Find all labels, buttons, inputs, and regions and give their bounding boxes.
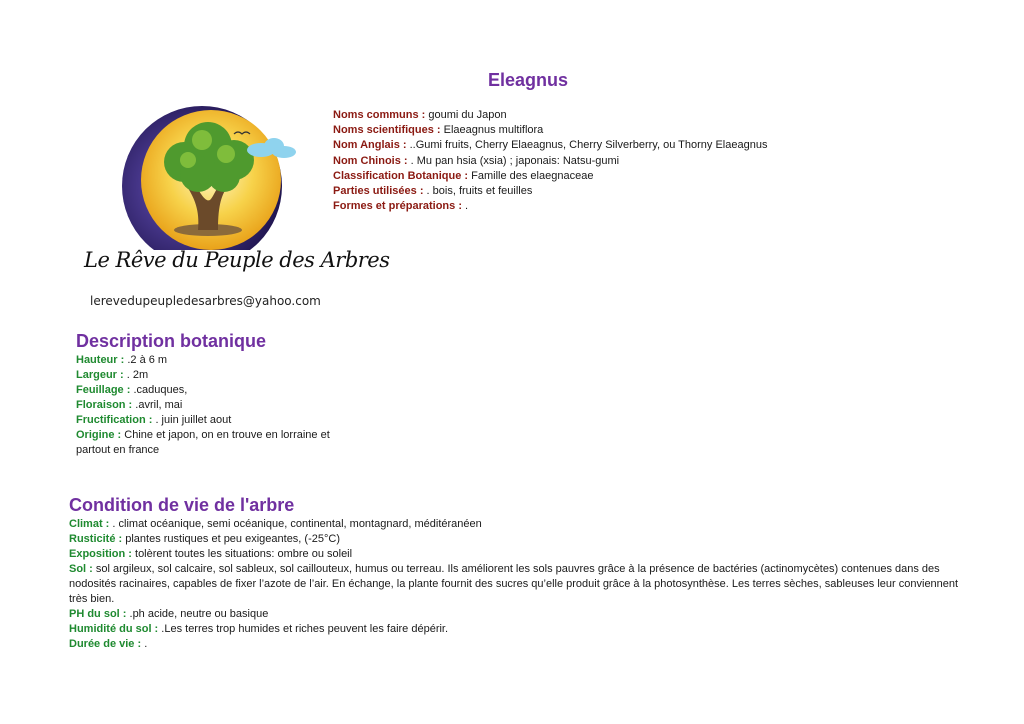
climate-label: Climat : bbox=[69, 518, 110, 530]
preparations-label: Formes et préparations : bbox=[333, 200, 462, 213]
conditions-block bbox=[69, 517, 959, 652]
names-row bbox=[333, 199, 853, 214]
logo-email: lerevedupeupledesarbres@yahoo.com bbox=[90, 294, 321, 308]
conditions-row bbox=[69, 637, 959, 652]
soil-humidity-label: Humidité du sol : bbox=[69, 623, 159, 635]
page-title: Eleagnus bbox=[488, 70, 569, 90]
parts-used-label: Parties utilisées : bbox=[333, 185, 424, 198]
origin-value: Chine et japon, on en trouve en lorraine et partout en france bbox=[76, 429, 330, 456]
conditions-row bbox=[69, 532, 959, 547]
classification-label: Classification Botanique : bbox=[333, 169, 469, 182]
conditions-row bbox=[69, 547, 959, 562]
climate-value: . climat océanique, semi océanique, continental, montagnard, méditéranéen bbox=[109, 518, 482, 530]
common-names-value: goumi du Japon bbox=[425, 109, 507, 121]
origin-label: Origine : bbox=[76, 429, 122, 441]
hardiness-label: Rusticité : bbox=[69, 533, 123, 545]
names-row bbox=[333, 169, 853, 184]
foliage-value: .caduques, bbox=[130, 384, 188, 396]
soil-ph-value: .ph acide, neutre ou basique bbox=[126, 608, 269, 620]
description-row bbox=[76, 383, 336, 398]
exposure-label: Exposition : bbox=[69, 548, 132, 560]
chinese-name-label: Nom Chinois : bbox=[333, 154, 408, 167]
parts-used-value: . bois, fruits et feuilles bbox=[423, 185, 533, 198]
description-row bbox=[76, 353, 336, 368]
hardiness-value: plantes rustiques et peu exigeantes, (-25°C) bbox=[122, 533, 340, 545]
names-row bbox=[333, 184, 853, 199]
classification-value: Famille des elaegnaceae bbox=[468, 169, 594, 182]
conditions-row bbox=[69, 607, 959, 622]
chinese-name-value: . Mu pan hsia (xsia) ; japonais: Natsu-gumi bbox=[407, 154, 620, 167]
height-label: Hauteur : bbox=[76, 354, 125, 366]
names-block bbox=[333, 108, 853, 214]
names-row bbox=[333, 138, 853, 153]
description-row bbox=[76, 413, 336, 428]
conditions-row bbox=[69, 562, 959, 607]
conditions-heading: Condition de vie de l'arbre bbox=[69, 495, 295, 515]
conditions-row bbox=[69, 517, 959, 532]
exposure-value: tolèrent toutes les situations: ombre ou soleil bbox=[131, 548, 353, 560]
fruiting-label: Fructification : bbox=[76, 414, 153, 426]
width-label: Largeur : bbox=[76, 369, 124, 381]
soil-humidity-value: .Les terres trop humides et riches peuvent les faire dépérir. bbox=[158, 623, 449, 635]
soil-ph-label: PH du sol : bbox=[69, 608, 127, 620]
names-row bbox=[333, 108, 853, 123]
scientific-names-label: Noms scientifiques : bbox=[333, 124, 441, 137]
names-row bbox=[333, 123, 853, 138]
lifespan-label: Durée de vie : bbox=[69, 638, 142, 650]
conditions-row bbox=[69, 622, 959, 637]
logo-emblem bbox=[76, 70, 320, 250]
flowering-value: .avril, mai bbox=[132, 399, 183, 411]
english-name-value: ..Gumi fruits, Cherry Elaeagnus, Cherry Silverberry, ou Thorny Elaeagnus bbox=[406, 139, 768, 152]
description-block bbox=[76, 353, 336, 458]
flowering-label: Floraison : bbox=[76, 399, 133, 411]
names-row bbox=[333, 154, 853, 169]
english-name-label: Nom Anglais : bbox=[333, 139, 407, 152]
description-heading: Description botanique bbox=[76, 331, 267, 351]
scientific-names-value: Elaeagnus multiflora bbox=[440, 124, 544, 137]
soil-value: sol argileux, sol calcaire, sol sableux, sol caillouteux, humus ou terreau. Ils améliorent les sols pauvres grâce à la présence de bactéries (actinomycètes) contenues dans des nodosités racinaires, capables de fixer l’azote de l’air. En échange, la plante fournit des sucres qu’elle produit grâce à la photosynthèse. Les terres sèches, sableuses leur conviennent très bien. bbox=[69, 563, 959, 605]
logo-title: Le Rêve du Peuple des Arbres bbox=[84, 248, 390, 272]
description-row bbox=[76, 398, 336, 413]
description-row bbox=[76, 368, 336, 383]
soil-label: Sol : bbox=[69, 563, 93, 575]
description-row bbox=[76, 428, 336, 458]
foliage-label: Feuillage : bbox=[76, 384, 131, 396]
width-value: . 2m bbox=[123, 369, 149, 381]
lifespan-value: . bbox=[141, 638, 148, 650]
height-value: .2 à 6 m bbox=[124, 354, 168, 366]
preparations-value: . bbox=[461, 200, 469, 213]
common-names-label: Noms communs : bbox=[333, 109, 426, 121]
fruiting-value: . juin juillet aout bbox=[152, 414, 232, 426]
